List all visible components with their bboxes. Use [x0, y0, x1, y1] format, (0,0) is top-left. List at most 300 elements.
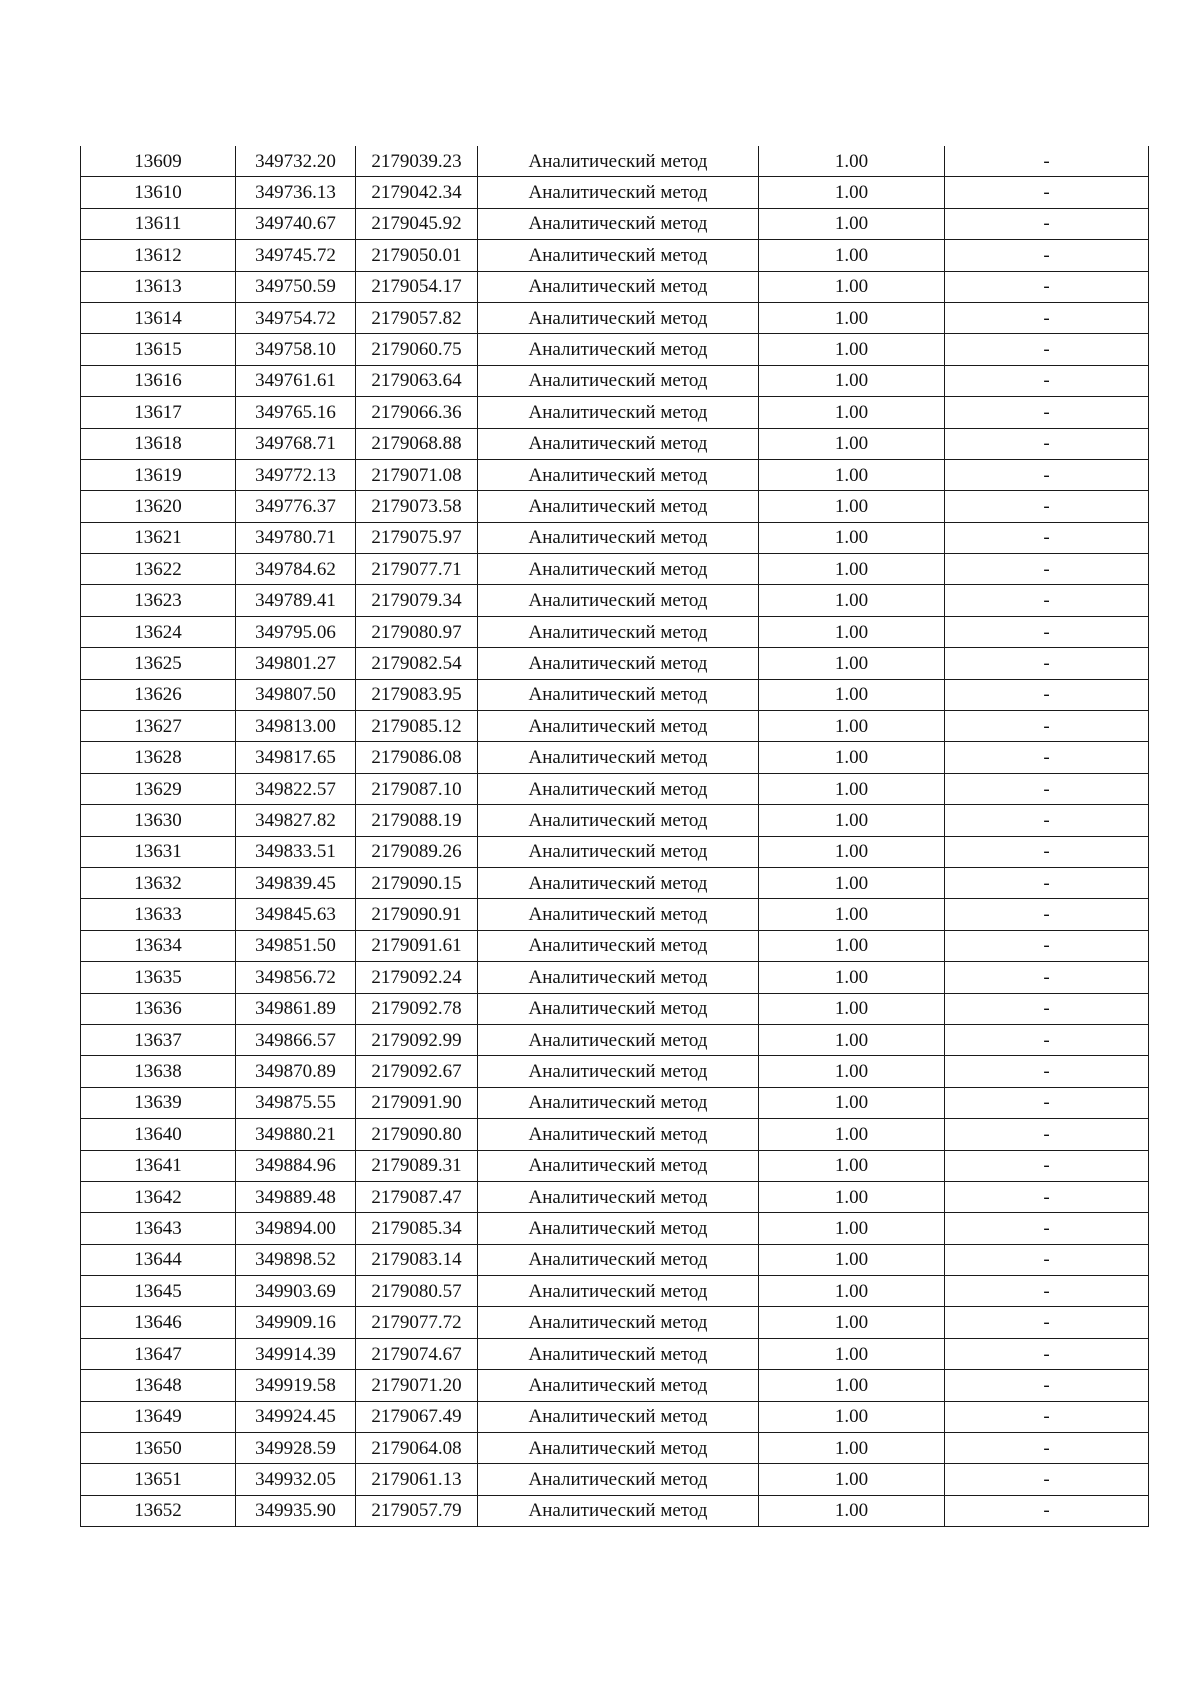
method-cell: Аналитический метод [478, 1056, 759, 1087]
point-number-cell: 13621 [81, 522, 236, 553]
y-coordinate-cell: 2179090.91 [356, 899, 478, 930]
description-cell: - [945, 711, 1149, 742]
accuracy-cell: 1.00 [759, 1150, 945, 1181]
y-coordinate-cell: 2179086.08 [356, 742, 478, 773]
x-coordinate-cell: 349827.82 [236, 805, 356, 836]
table-row [81, 208, 1149, 239]
y-coordinate-cell: 2179080.97 [356, 616, 478, 647]
description-cell: - [945, 146, 1149, 177]
y-coordinate-cell: 2179080.57 [356, 1276, 478, 1307]
table-row [81, 962, 1149, 993]
description-cell: - [945, 773, 1149, 804]
y-coordinate-cell: 2179045.92 [356, 208, 478, 239]
x-coordinate-cell: 349765.16 [236, 397, 356, 428]
x-coordinate-cell: 349776.37 [236, 491, 356, 522]
y-coordinate-cell: 2179092.24 [356, 962, 478, 993]
method-cell: Аналитический метод [478, 1087, 759, 1118]
table-row [81, 1213, 1149, 1244]
method-cell: Аналитический метод [478, 302, 759, 333]
point-number-cell: 13642 [81, 1181, 236, 1212]
table-row [81, 1433, 1149, 1464]
method-cell: Аналитический метод [478, 585, 759, 616]
y-coordinate-cell: 2179077.71 [356, 554, 478, 585]
coordinates-table-body [81, 146, 1149, 1527]
accuracy-cell: 1.00 [759, 1087, 945, 1118]
method-cell: Аналитический метод [478, 208, 759, 239]
y-coordinate-cell: 2179085.34 [356, 1213, 478, 1244]
point-number-cell: 13613 [81, 271, 236, 302]
y-coordinate-cell: 2179082.54 [356, 648, 478, 679]
table-row [81, 334, 1149, 365]
point-number-cell: 13610 [81, 177, 236, 208]
x-coordinate-cell: 349789.41 [236, 585, 356, 616]
description-cell: - [945, 1119, 1149, 1150]
accuracy-cell: 1.00 [759, 773, 945, 804]
description-cell: - [945, 1244, 1149, 1275]
table-row [81, 679, 1149, 710]
table-row [81, 1024, 1149, 1055]
table-row [81, 1244, 1149, 1275]
table-row [81, 146, 1149, 177]
table-row [81, 742, 1149, 773]
table-row [81, 711, 1149, 742]
method-cell: Аналитический метод [478, 522, 759, 553]
x-coordinate-cell: 349870.89 [236, 1056, 356, 1087]
accuracy-cell: 1.00 [759, 1433, 945, 1464]
accuracy-cell: 1.00 [759, 208, 945, 239]
description-cell: - [945, 742, 1149, 773]
point-number-cell: 13629 [81, 773, 236, 804]
table-row [81, 271, 1149, 302]
method-cell: Аналитический метод [478, 616, 759, 647]
description-cell: - [945, 554, 1149, 585]
point-number-cell: 13631 [81, 836, 236, 867]
description-cell: - [945, 302, 1149, 333]
accuracy-cell: 1.00 [759, 522, 945, 553]
accuracy-cell: 1.00 [759, 805, 945, 836]
accuracy-cell: 1.00 [759, 1181, 945, 1212]
method-cell: Аналитический метод [478, 1495, 759, 1526]
x-coordinate-cell: 349745.72 [236, 240, 356, 271]
point-number-cell: 13627 [81, 711, 236, 742]
description-cell: - [945, 1370, 1149, 1401]
point-number-cell: 13637 [81, 1024, 236, 1055]
accuracy-cell: 1.00 [759, 1370, 945, 1401]
y-coordinate-cell: 2179071.20 [356, 1370, 478, 1401]
table-row [81, 773, 1149, 804]
table-row [81, 397, 1149, 428]
description-cell: - [945, 1433, 1149, 1464]
table-row [81, 805, 1149, 836]
method-cell: Аналитический метод [478, 1213, 759, 1244]
method-cell: Аналитический метод [478, 365, 759, 396]
description-cell: - [945, 208, 1149, 239]
point-number-cell: 13625 [81, 648, 236, 679]
point-number-cell: 13636 [81, 993, 236, 1024]
accuracy-cell: 1.00 [759, 554, 945, 585]
x-coordinate-cell: 349817.65 [236, 742, 356, 773]
accuracy-cell: 1.00 [759, 867, 945, 898]
y-coordinate-cell: 2179063.64 [356, 365, 478, 396]
x-coordinate-cell: 349795.06 [236, 616, 356, 647]
method-cell: Аналитический метод [478, 742, 759, 773]
method-cell: Аналитический метод [478, 1244, 759, 1275]
point-number-cell: 13611 [81, 208, 236, 239]
method-cell: Аналитический метод [478, 554, 759, 585]
y-coordinate-cell: 2179071.08 [356, 459, 478, 490]
point-number-cell: 13640 [81, 1119, 236, 1150]
point-number-cell: 13638 [81, 1056, 236, 1087]
method-cell: Аналитический метод [478, 648, 759, 679]
point-number-cell: 13614 [81, 302, 236, 333]
method-cell: Аналитический метод [478, 679, 759, 710]
y-coordinate-cell: 2179057.79 [356, 1495, 478, 1526]
x-coordinate-cell: 349807.50 [236, 679, 356, 710]
accuracy-cell: 1.00 [759, 1495, 945, 1526]
x-coordinate-cell: 349856.72 [236, 962, 356, 993]
method-cell: Аналитический метод [478, 899, 759, 930]
y-coordinate-cell: 2179068.88 [356, 428, 478, 459]
method-cell: Аналитический метод [478, 711, 759, 742]
method-cell: Аналитический метод [478, 397, 759, 428]
point-number-cell: 13635 [81, 962, 236, 993]
accuracy-cell: 1.00 [759, 742, 945, 773]
method-cell: Аналитический метод [478, 1401, 759, 1432]
x-coordinate-cell: 349924.45 [236, 1401, 356, 1432]
method-cell: Аналитический метод [478, 271, 759, 302]
table-row [81, 302, 1149, 333]
description-cell: - [945, 1150, 1149, 1181]
x-coordinate-cell: 349875.55 [236, 1087, 356, 1118]
description-cell: - [945, 1276, 1149, 1307]
point-number-cell: 13628 [81, 742, 236, 773]
accuracy-cell: 1.00 [759, 1244, 945, 1275]
point-number-cell: 13634 [81, 930, 236, 961]
x-coordinate-cell: 349754.72 [236, 302, 356, 333]
description-cell: - [945, 428, 1149, 459]
accuracy-cell: 1.00 [759, 711, 945, 742]
table-row [81, 899, 1149, 930]
point-number-cell: 13623 [81, 585, 236, 616]
accuracy-cell: 1.00 [759, 397, 945, 428]
x-coordinate-cell: 349780.71 [236, 522, 356, 553]
description-cell: - [945, 1213, 1149, 1244]
y-coordinate-cell: 2179088.19 [356, 805, 478, 836]
accuracy-cell: 1.00 [759, 679, 945, 710]
method-cell: Аналитический метод [478, 1119, 759, 1150]
method-cell: Аналитический метод [478, 240, 759, 271]
y-coordinate-cell: 2179091.61 [356, 930, 478, 961]
method-cell: Аналитический метод [478, 428, 759, 459]
x-coordinate-cell: 349761.61 [236, 365, 356, 396]
description-cell: - [945, 365, 1149, 396]
method-cell: Аналитический метод [478, 1307, 759, 1338]
accuracy-cell: 1.00 [759, 648, 945, 679]
x-coordinate-cell: 349894.00 [236, 1213, 356, 1244]
description-cell: - [945, 1056, 1149, 1087]
description-cell: - [945, 177, 1149, 208]
x-coordinate-cell: 349732.20 [236, 146, 356, 177]
method-cell: Аналитический метод [478, 1433, 759, 1464]
method-cell: Аналитический метод [478, 930, 759, 961]
x-coordinate-cell: 349822.57 [236, 773, 356, 804]
x-coordinate-cell: 349839.45 [236, 867, 356, 898]
accuracy-cell: 1.00 [759, 616, 945, 647]
table-row [81, 1181, 1149, 1212]
accuracy-cell: 1.00 [759, 1401, 945, 1432]
x-coordinate-cell: 349813.00 [236, 711, 356, 742]
point-number-cell: 13639 [81, 1087, 236, 1118]
point-number-cell: 13644 [81, 1244, 236, 1275]
accuracy-cell: 1.00 [759, 365, 945, 396]
y-coordinate-cell: 2179092.99 [356, 1024, 478, 1055]
x-coordinate-cell: 349914.39 [236, 1338, 356, 1369]
point-number-cell: 13619 [81, 459, 236, 490]
x-coordinate-cell: 349772.13 [236, 459, 356, 490]
accuracy-cell: 1.00 [759, 491, 945, 522]
point-number-cell: 13645 [81, 1276, 236, 1307]
description-cell: - [945, 1338, 1149, 1369]
x-coordinate-cell: 349928.59 [236, 1433, 356, 1464]
y-coordinate-cell: 2179090.15 [356, 867, 478, 898]
y-coordinate-cell: 2179057.82 [356, 302, 478, 333]
table-row [81, 1464, 1149, 1495]
x-coordinate-cell: 349845.63 [236, 899, 356, 930]
y-coordinate-cell: 2179064.08 [356, 1433, 478, 1464]
description-cell: - [945, 1181, 1149, 1212]
description-cell: - [945, 1401, 1149, 1432]
y-coordinate-cell: 2179089.26 [356, 836, 478, 867]
accuracy-cell: 1.00 [759, 146, 945, 177]
description-cell: - [945, 334, 1149, 365]
description-cell: - [945, 1024, 1149, 1055]
accuracy-cell: 1.00 [759, 1024, 945, 1055]
method-cell: Аналитический метод [478, 773, 759, 804]
description-cell: - [945, 867, 1149, 898]
point-number-cell: 13615 [81, 334, 236, 365]
x-coordinate-cell: 349889.48 [236, 1181, 356, 1212]
y-coordinate-cell: 2179067.49 [356, 1401, 478, 1432]
table-row [81, 1119, 1149, 1150]
y-coordinate-cell: 2179060.75 [356, 334, 478, 365]
table-row [81, 459, 1149, 490]
x-coordinate-cell: 349801.27 [236, 648, 356, 679]
point-number-cell: 13651 [81, 1464, 236, 1495]
point-number-cell: 13622 [81, 554, 236, 585]
method-cell: Аналитический метод [478, 805, 759, 836]
x-coordinate-cell: 349884.96 [236, 1150, 356, 1181]
description-cell: - [945, 271, 1149, 302]
table-row [81, 1087, 1149, 1118]
point-number-cell: 13643 [81, 1213, 236, 1244]
accuracy-cell: 1.00 [759, 271, 945, 302]
x-coordinate-cell: 349768.71 [236, 428, 356, 459]
table-row [81, 1307, 1149, 1338]
table-row [81, 428, 1149, 459]
method-cell: Аналитический метод [478, 1024, 759, 1055]
description-cell: - [945, 397, 1149, 428]
x-coordinate-cell: 349861.89 [236, 993, 356, 1024]
description-cell: - [945, 805, 1149, 836]
y-coordinate-cell: 2179091.90 [356, 1087, 478, 1118]
accuracy-cell: 1.00 [759, 899, 945, 930]
x-coordinate-cell: 349903.69 [236, 1276, 356, 1307]
accuracy-cell: 1.00 [759, 962, 945, 993]
description-cell: - [945, 240, 1149, 271]
x-coordinate-cell: 349909.16 [236, 1307, 356, 1338]
y-coordinate-cell: 2179075.97 [356, 522, 478, 553]
y-coordinate-cell: 2179089.31 [356, 1150, 478, 1181]
accuracy-cell: 1.00 [759, 1056, 945, 1087]
table-row [81, 836, 1149, 867]
y-coordinate-cell: 2179074.67 [356, 1338, 478, 1369]
y-coordinate-cell: 2179087.10 [356, 773, 478, 804]
method-cell: Аналитический метод [478, 962, 759, 993]
accuracy-cell: 1.00 [759, 1464, 945, 1495]
accuracy-cell: 1.00 [759, 1119, 945, 1150]
method-cell: Аналитический метод [478, 836, 759, 867]
method-cell: Аналитический метод [478, 177, 759, 208]
accuracy-cell: 1.00 [759, 930, 945, 961]
x-coordinate-cell: 349784.62 [236, 554, 356, 585]
table-row [81, 648, 1149, 679]
point-number-cell: 13633 [81, 899, 236, 930]
description-cell: - [945, 1495, 1149, 1526]
accuracy-cell: 1.00 [759, 302, 945, 333]
method-cell: Аналитический метод [478, 1150, 759, 1181]
y-coordinate-cell: 2179090.80 [356, 1119, 478, 1150]
y-coordinate-cell: 2179054.17 [356, 271, 478, 302]
point-number-cell: 13646 [81, 1307, 236, 1338]
accuracy-cell: 1.00 [759, 177, 945, 208]
point-number-cell: 13650 [81, 1433, 236, 1464]
method-cell: Аналитический метод [478, 459, 759, 490]
x-coordinate-cell: 349880.21 [236, 1119, 356, 1150]
description-cell: - [945, 836, 1149, 867]
table-row [81, 522, 1149, 553]
method-cell: Аналитический метод [478, 334, 759, 365]
table-row [81, 930, 1149, 961]
description-cell: - [945, 899, 1149, 930]
table-row [81, 365, 1149, 396]
accuracy-cell: 1.00 [759, 334, 945, 365]
y-coordinate-cell: 2179083.14 [356, 1244, 478, 1275]
point-number-cell: 13612 [81, 240, 236, 271]
table-row [81, 1056, 1149, 1087]
method-cell: Аналитический метод [478, 146, 759, 177]
point-number-cell: 13609 [81, 146, 236, 177]
method-cell: Аналитический метод [478, 491, 759, 522]
method-cell: Аналитический метод [478, 1181, 759, 1212]
x-coordinate-cell: 349866.57 [236, 1024, 356, 1055]
point-number-cell: 13626 [81, 679, 236, 710]
y-coordinate-cell: 2179066.36 [356, 397, 478, 428]
table-row [81, 1338, 1149, 1369]
point-number-cell: 13617 [81, 397, 236, 428]
point-number-cell: 13618 [81, 428, 236, 459]
y-coordinate-cell: 2179092.78 [356, 993, 478, 1024]
description-cell: - [945, 1087, 1149, 1118]
point-number-cell: 13620 [81, 491, 236, 522]
y-coordinate-cell: 2179073.58 [356, 491, 478, 522]
method-cell: Аналитический метод [478, 1464, 759, 1495]
description-cell: - [945, 1464, 1149, 1495]
table-row [81, 240, 1149, 271]
method-cell: Аналитический метод [478, 1370, 759, 1401]
point-number-cell: 13630 [81, 805, 236, 836]
point-number-cell: 13641 [81, 1150, 236, 1181]
description-cell: - [945, 616, 1149, 647]
x-coordinate-cell: 349935.90 [236, 1495, 356, 1526]
accuracy-cell: 1.00 [759, 240, 945, 271]
method-cell: Аналитический метод [478, 1276, 759, 1307]
x-coordinate-cell: 349932.05 [236, 1464, 356, 1495]
y-coordinate-cell: 2179085.12 [356, 711, 478, 742]
description-cell: - [945, 459, 1149, 490]
table-row [81, 867, 1149, 898]
description-cell: - [945, 491, 1149, 522]
table-row [81, 585, 1149, 616]
x-coordinate-cell: 349750.59 [236, 271, 356, 302]
point-number-cell: 13649 [81, 1401, 236, 1432]
table-row [81, 491, 1149, 522]
y-coordinate-cell: 2179050.01 [356, 240, 478, 271]
description-cell: - [945, 585, 1149, 616]
description-cell: - [945, 1307, 1149, 1338]
accuracy-cell: 1.00 [759, 459, 945, 490]
table-row [81, 1150, 1149, 1181]
y-coordinate-cell: 2179061.13 [356, 1464, 478, 1495]
y-coordinate-cell: 2179039.23 [356, 146, 478, 177]
x-coordinate-cell: 349833.51 [236, 836, 356, 867]
point-number-cell: 13616 [81, 365, 236, 396]
table-row [81, 1370, 1149, 1401]
accuracy-cell: 1.00 [759, 428, 945, 459]
method-cell: Аналитический метод [478, 1338, 759, 1369]
y-coordinate-cell: 2179087.47 [356, 1181, 478, 1212]
method-cell: Аналитический метод [478, 867, 759, 898]
accuracy-cell: 1.00 [759, 836, 945, 867]
description-cell: - [945, 930, 1149, 961]
x-coordinate-cell: 349758.10 [236, 334, 356, 365]
accuracy-cell: 1.00 [759, 1338, 945, 1369]
y-coordinate-cell: 2179092.67 [356, 1056, 478, 1087]
description-cell: - [945, 962, 1149, 993]
x-coordinate-cell: 349851.50 [236, 930, 356, 961]
method-cell: Аналитический метод [478, 993, 759, 1024]
table-row [81, 1276, 1149, 1307]
description-cell: - [945, 993, 1149, 1024]
accuracy-cell: 1.00 [759, 993, 945, 1024]
x-coordinate-cell: 349898.52 [236, 1244, 356, 1275]
table-row [81, 993, 1149, 1024]
accuracy-cell: 1.00 [759, 1213, 945, 1244]
accuracy-cell: 1.00 [759, 1276, 945, 1307]
table-row [81, 1401, 1149, 1432]
y-coordinate-cell: 2179079.34 [356, 585, 478, 616]
accuracy-cell: 1.00 [759, 1307, 945, 1338]
description-cell: - [945, 679, 1149, 710]
table-row [81, 1495, 1149, 1526]
y-coordinate-cell: 2179077.72 [356, 1307, 478, 1338]
table-row [81, 554, 1149, 585]
description-cell: - [945, 522, 1149, 553]
y-coordinate-cell: 2179083.95 [356, 679, 478, 710]
y-coordinate-cell: 2179042.34 [356, 177, 478, 208]
description-cell: - [945, 648, 1149, 679]
x-coordinate-cell: 349736.13 [236, 177, 356, 208]
point-number-cell: 13647 [81, 1338, 236, 1369]
